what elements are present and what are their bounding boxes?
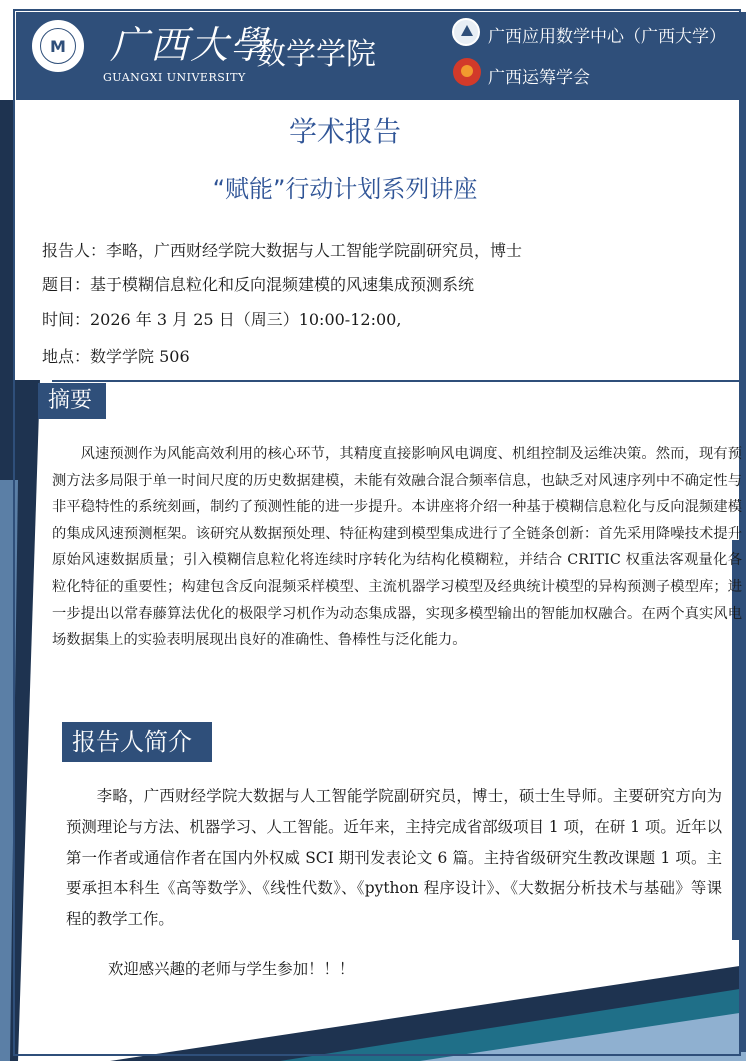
page-title: 学术报告: [288, 115, 401, 148]
college-name: 数学学院: [256, 37, 376, 72]
or-society-logo-icon: [453, 58, 481, 86]
partner-or-society: 广西运筹学会: [488, 68, 590, 88]
section-divider: [52, 380, 746, 382]
series-title: “赋能”行动计划系列讲座: [212, 175, 478, 203]
speaker-line: 报告人：李略，广西财经学院大数据与人工智能学院副研究员，博士: [42, 241, 523, 260]
university-name-cn: 广西大學: [110, 23, 271, 67]
abstract-heading: 摘要: [38, 383, 106, 419]
welcome-line: 欢迎感兴趣的老师与学生参加！！！: [108, 960, 355, 978]
university-seal-icon: [30, 18, 86, 74]
university-name-en: GUANGXI UNIVERSITY: [103, 71, 246, 84]
topic-line: 题目：基于模糊信息粒化和反向混频建模的风速集成预测系统: [42, 275, 475, 294]
bio-text: 李略，广西财经学院大数据与人工智能学院副研究员，博士，硕士生导师。主要研究方向为预测理论与方法、机器学习、人工智能。近年来，主持完成省部级项目 1 项，在研 1 项。近年以第一作者或通信作者在国内外权威 SCI 期刊发表论文 6 篇。主持省级研究生教改课题 1 项。主要承担本科生《高等数学》、《线性代数》、《python 程序设计》、《大数据分析技术与基础》等课程的教学工作。: [66, 787, 722, 929]
bio-heading: 报告人简介: [62, 722, 212, 762]
abstract-text: 风速预测作为风能高效利用的核心环节，其精度直接影响风电调度、机组控制及运维决策。然而，现有预测方法多局限于单一时间尺度的历史数据建模，未能有效融合混合频率信息，也缺乏对风速序列中不确定性与非平稳特性的系统刻画，制约了预测性能的进一步提升。本讲座将介绍一种基于模糊信息粒化与反向混频建模的集成风速预测框架。该研究从数据预处理、特征构建到模型集成进行了全链条创新：首先采用降噪技术提升原始风速数据质量；引入模糊信息粒化将连续时序转化为结构化模糊粒，并结合 CRITIC 权重法客观量化各粒化特征的重要性；构建包含反向混频采样模型、主流机器学习模型及经典统计模型的异构预测子模型库；进一步提出以常春藤算法优化的极限学习机作为动态集成器，实现多模型输出的智能加权融合。在两个真实风电场数据集上的实验表明展现出良好的准确性、鲁棒性与泛化能力。: [52, 446, 742, 649]
seal-letter: M: [40, 28, 76, 64]
time-line: 时间：2026 年 3 月 25 日（周三）10:00-12:00,: [42, 310, 402, 329]
math-center-logo-icon: [452, 18, 480, 46]
place-line: 地点：数学学院 506: [42, 347, 190, 366]
partner-math-center: 广西应用数学中心（广西大学）: [488, 27, 726, 47]
